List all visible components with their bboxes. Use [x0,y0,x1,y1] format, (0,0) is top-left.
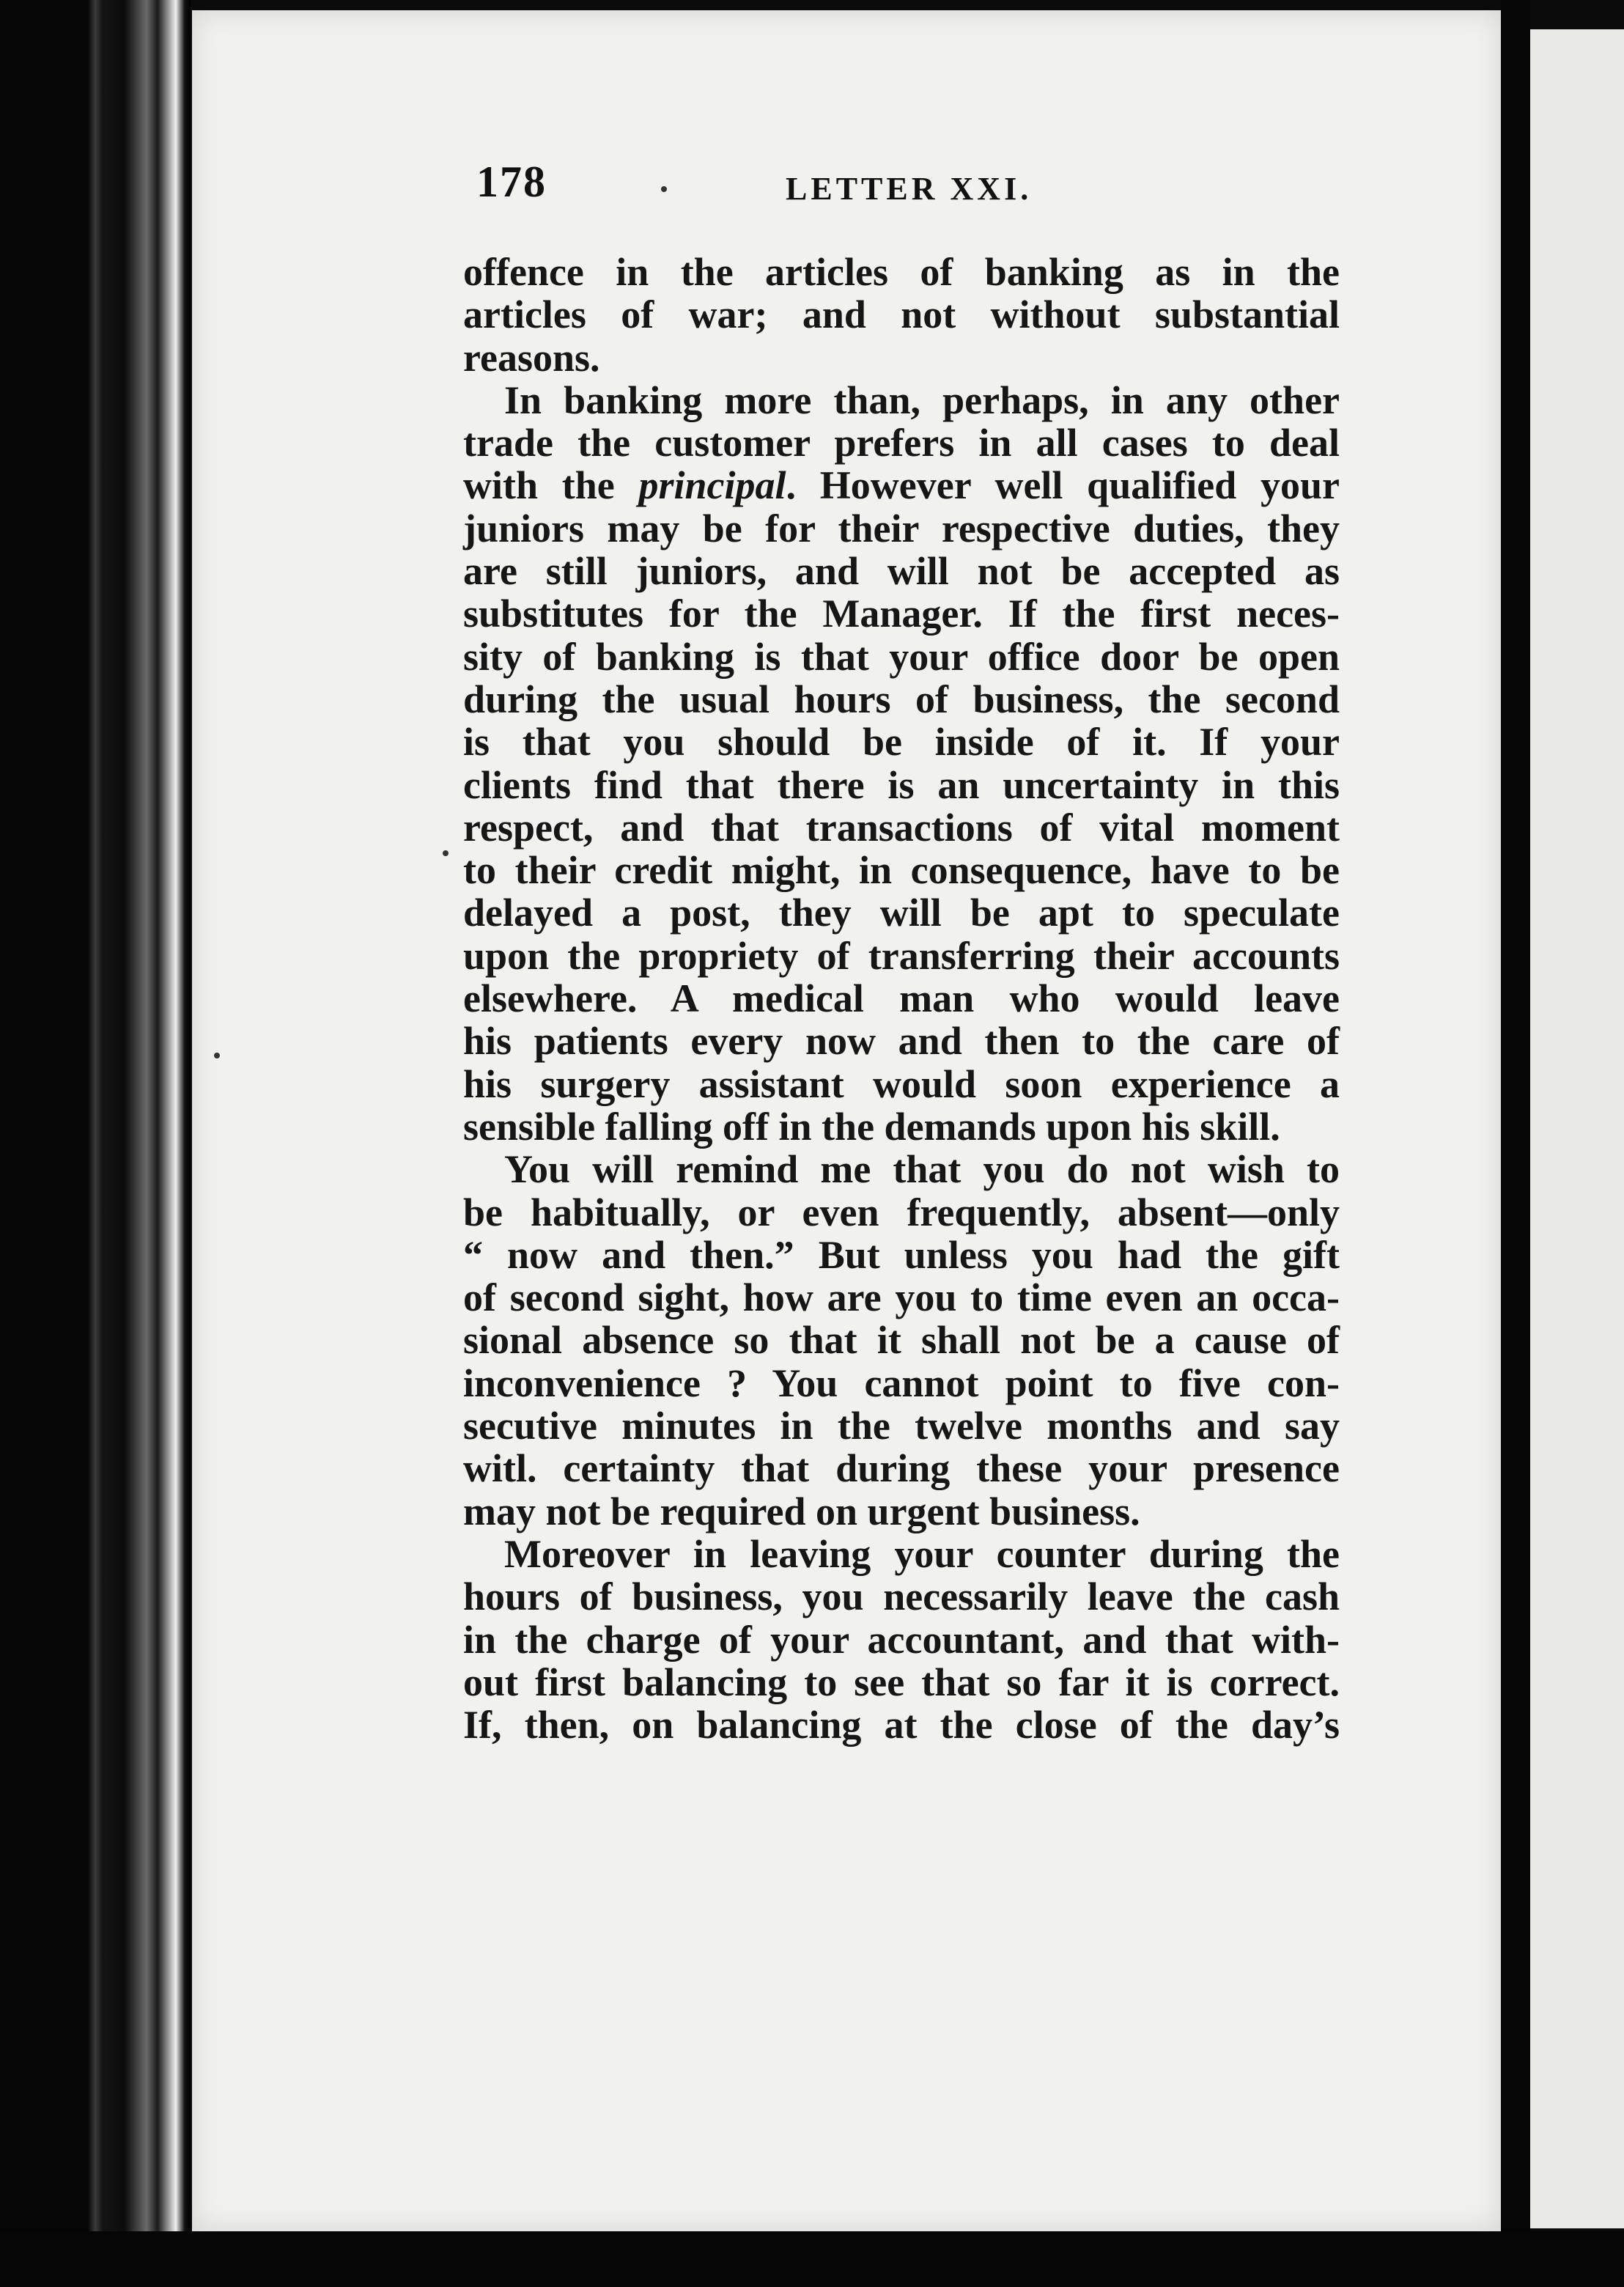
text-line: substitutes for the Manager. If the first neces- [463,592,1340,636]
text-line: inconvenience ? You cannot point to five con- [463,1360,1340,1405]
text-line: trade the customer prefers in all cases to deal [463,421,1340,465]
text-line: secutive minutes in the twelve months and say [463,1404,1340,1448]
paper-speck [661,186,667,192]
text-line: be habitually, or even frequently, absent—only [463,1190,1340,1234]
text-line: In banking more than, perhaps, in any other [504,378,1340,422]
text-line: his surgery assistant would soon experience a [463,1061,1340,1106]
text-line: articles of war; and not without substantial [463,292,1340,337]
paper-speck [214,1053,220,1058]
text-line: sity of banking is that your office door be open [463,634,1340,679]
text-line: witl. certainty that during these your presence [463,1446,1340,1491]
page-gutter [1501,0,1530,2287]
text-line: offence in the articles of banking as in the [463,250,1340,294]
text-line: is that you should be inside of it. If your [463,720,1340,765]
body-text [463,251,1340,1746]
text-line: sional absence so that it shall not be a cause of [463,1318,1340,1363]
text-line: are still juniors, and will not be accepted as [463,549,1340,594]
text-line: to their credit might, in consequence, have to be [463,848,1340,893]
book-binding-edge [0,0,191,2287]
text-line: delayed a post, they will be apt to speculate [463,891,1340,935]
text-line: elsewhere. A medical man who would leave [463,976,1340,1021]
running-head: LETTER XXI. [786,171,1033,207]
text-line: reasons. [463,335,600,380]
text-line: You will remind me that you do not wish to [504,1147,1340,1192]
scan-bottom-border [0,2231,1624,2287]
text-line: If, then, on balancing at the close of the day’s [463,1703,1340,1748]
text-line: sensible falling off in the demands upon his skill. [463,1104,1280,1149]
text-line: “ now and then.” But unless you had the gift [463,1232,1340,1277]
paper-speck [443,850,449,856]
next-page-edge [1530,29,1624,2228]
text-line: his patients every now and then to the care of [463,1019,1340,1064]
text-line: in the charge of your accountant, and that with- [463,1617,1340,1662]
text-line: out first balancing to see that so far it is correct. [463,1660,1340,1704]
text-line: clients find that there is an uncertainty in this [463,762,1340,807]
italic-word: principal [638,463,786,508]
text-line: upon the propriety of transferring their accounts [463,933,1340,978]
text-line: of second sight, how are you to time even an occa- [463,1275,1340,1320]
text-line: juniors may be for their respective duties, they [463,506,1340,550]
text-line: may not be required on urgent business. [463,1489,1140,1533]
text-line: Moreover in leaving your counter during the [504,1531,1340,1576]
text-line: respect, and that transactions of vital moment [463,805,1340,850]
text-line: with the principal. However well qualified your [463,463,1340,508]
text-line: during the usual hours of business, the second [463,677,1340,721]
page-header [469,157,1334,216]
page-number: 178 [476,158,547,206]
text-line: hours of business, you necessarily leave the cash [463,1575,1340,1619]
